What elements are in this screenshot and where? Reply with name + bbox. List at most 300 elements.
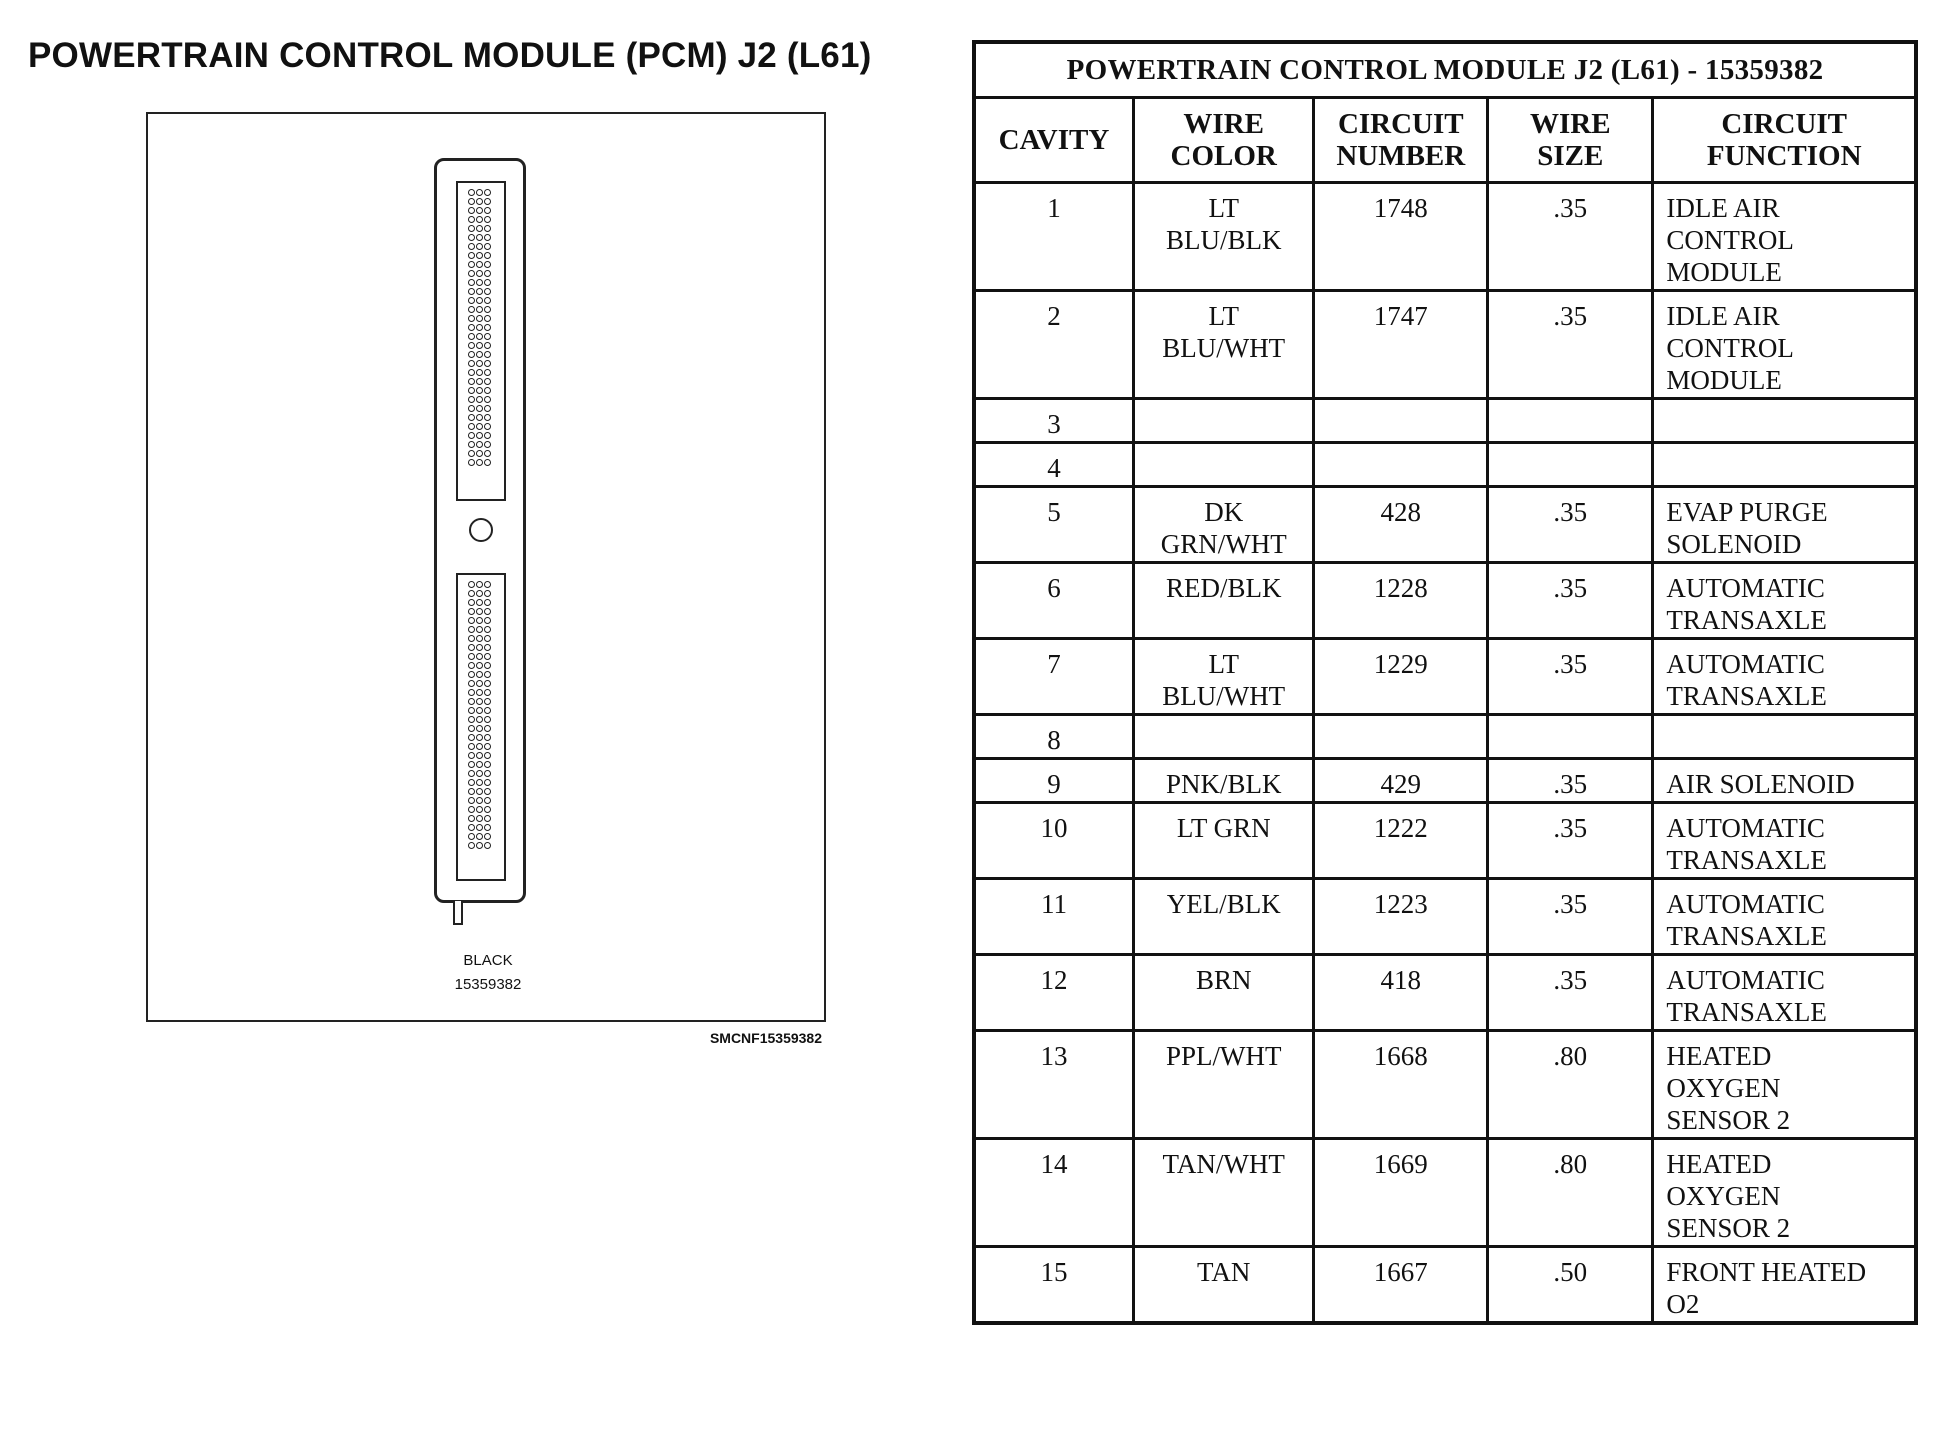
pin-row xyxy=(468,761,504,770)
pin-icon xyxy=(484,459,491,466)
pin-icon xyxy=(484,734,491,741)
pin-icon xyxy=(468,261,475,268)
pin-icon xyxy=(468,396,475,403)
cell-wire-size: .35 xyxy=(1488,759,1653,803)
pin-icon xyxy=(484,414,491,421)
pin-icon xyxy=(484,590,491,597)
cell-circuit-function: AUTOMATIC TRANSAXLE xyxy=(1653,955,1916,1031)
pin-icon xyxy=(484,581,491,588)
pin-icon xyxy=(468,360,475,367)
cell-circuit-function: AUTOMATIC TRANSAXLE xyxy=(1653,563,1916,639)
pin-icon xyxy=(468,351,475,358)
pin-icon xyxy=(476,590,483,597)
cell-wire-color: PPL/WHT xyxy=(1134,1031,1314,1139)
pin-icon xyxy=(484,689,491,696)
pin-row xyxy=(468,306,504,315)
pin-row xyxy=(468,342,504,351)
connector-figure xyxy=(146,112,826,1022)
pin-icon xyxy=(484,626,491,633)
cell-wire-color xyxy=(1134,399,1314,443)
table-row xyxy=(974,399,1916,443)
cell-circuit-function: EVAP PURGE SOLENOID xyxy=(1653,487,1916,563)
pin-icon xyxy=(476,387,483,394)
cell-wire-color: LT GRN xyxy=(1134,803,1314,879)
pin-row xyxy=(468,806,504,815)
pin-icon xyxy=(476,770,483,777)
pin-icon xyxy=(476,662,483,669)
cell-circuit-number: 418 xyxy=(1314,955,1488,1031)
pin-icon xyxy=(468,414,475,421)
pin-row xyxy=(468,378,504,387)
pin-row xyxy=(468,243,504,252)
pin-row xyxy=(468,698,504,707)
cell-circuit-number: 429 xyxy=(1314,759,1488,803)
table-row xyxy=(974,1139,1916,1247)
pin-icon xyxy=(476,716,483,723)
cell-cavity: 2 xyxy=(974,291,1134,399)
pin-icon xyxy=(476,288,483,295)
cell-cavity: 12 xyxy=(974,955,1134,1031)
table-row xyxy=(974,1247,1916,1324)
pin-row xyxy=(468,387,504,396)
pin-icon xyxy=(468,279,475,286)
pin-icon xyxy=(484,788,491,795)
pin-icon xyxy=(484,324,491,331)
pin-icon xyxy=(468,333,475,340)
table-row xyxy=(974,803,1916,879)
table-row xyxy=(974,487,1916,563)
pin-icon xyxy=(468,243,475,250)
lower-pin-block xyxy=(456,573,506,881)
pin-icon xyxy=(484,635,491,642)
pin-icon xyxy=(484,270,491,277)
cell-circuit-number: 428 xyxy=(1314,487,1488,563)
pin-icon xyxy=(476,270,483,277)
header-circuit-function: CIRCUIT FUNCTION xyxy=(1653,98,1916,183)
pin-icon xyxy=(484,333,491,340)
pin-icon xyxy=(476,369,483,376)
cell-cavity: 3 xyxy=(974,399,1134,443)
pin-icon xyxy=(484,288,491,295)
pin-icon xyxy=(484,306,491,313)
figure-code: SMCNF15359382 xyxy=(709,1030,822,1046)
pin-row xyxy=(468,581,504,590)
pin-row xyxy=(468,689,504,698)
pin-icon xyxy=(476,342,483,349)
pin-icon xyxy=(484,671,491,678)
pin-icon xyxy=(468,288,475,295)
cell-circuit-number: 1668 xyxy=(1314,1031,1488,1139)
pin-icon xyxy=(484,599,491,606)
pin-row xyxy=(468,423,504,432)
pin-row xyxy=(468,396,504,405)
pin-row xyxy=(468,842,504,851)
cell-circuit-function xyxy=(1653,399,1916,443)
table-row xyxy=(974,291,1916,399)
pin-icon xyxy=(484,243,491,250)
pin-row xyxy=(468,234,504,243)
table-row xyxy=(974,443,1916,487)
pin-icon xyxy=(476,450,483,457)
pin-icon xyxy=(468,324,475,331)
pin-icon xyxy=(484,261,491,268)
header-cavity: CAVITY xyxy=(974,98,1134,183)
cell-wire-size: .35 xyxy=(1488,955,1653,1031)
connector-key-hole xyxy=(469,518,493,542)
pin-row xyxy=(468,333,504,342)
pin-row xyxy=(468,617,504,626)
pin-icon xyxy=(484,297,491,304)
pin-row xyxy=(468,779,504,788)
pin-icon xyxy=(468,842,475,849)
pin-icon xyxy=(468,225,475,232)
pin-icon xyxy=(484,279,491,286)
pin-icon xyxy=(476,824,483,831)
pin-row xyxy=(468,833,504,842)
cell-cavity: 7 xyxy=(974,639,1134,715)
cell-circuit-number: 1222 xyxy=(1314,803,1488,879)
pin-icon xyxy=(476,351,483,358)
header-wire-color: WIRE COLOR xyxy=(1134,98,1314,183)
cell-cavity: 1 xyxy=(974,183,1134,291)
cell-circuit-function: FRONT HEATED O2 xyxy=(1653,1247,1916,1324)
connector-color-label: BLACK xyxy=(463,952,513,969)
pin-icon xyxy=(484,450,491,457)
cell-circuit-number: 1223 xyxy=(1314,879,1488,955)
pin-icon xyxy=(484,743,491,750)
table-body xyxy=(974,183,1916,1324)
cell-wire-color: LT BLU/BLK xyxy=(1134,183,1314,291)
pin-icon xyxy=(484,396,491,403)
pin-row xyxy=(468,608,504,617)
pin-icon xyxy=(468,198,475,205)
pin-icon xyxy=(468,216,475,223)
pin-icon xyxy=(476,324,483,331)
cell-wire-color xyxy=(1134,715,1314,759)
pin-icon xyxy=(476,815,483,822)
pin-icon xyxy=(468,450,475,457)
page-title: POWERTRAIN CONTROL MODULE (PCM) J2 (L61) xyxy=(28,36,872,75)
pin-row xyxy=(468,770,504,779)
cell-circuit-function: IDLE AIR CONTROL MODULE xyxy=(1653,183,1916,291)
pin-icon xyxy=(476,779,483,786)
pin-icon xyxy=(476,423,483,430)
pin-row xyxy=(468,261,504,270)
pin-row xyxy=(468,360,504,369)
pin-icon xyxy=(484,432,491,439)
pin-icon xyxy=(476,252,483,259)
pin-icon xyxy=(476,315,483,322)
pin-icon xyxy=(468,716,475,723)
pin-icon xyxy=(484,441,491,448)
pin-icon xyxy=(476,617,483,624)
pin-icon xyxy=(484,252,491,259)
pin-row xyxy=(468,653,504,662)
pin-icon xyxy=(468,824,475,831)
pin-row xyxy=(468,324,504,333)
pin-icon xyxy=(484,797,491,804)
pin-row xyxy=(468,815,504,824)
cell-circuit-function: HEATED OXYGEN SENSOR 2 xyxy=(1653,1031,1916,1139)
pin-icon xyxy=(484,198,491,205)
cell-circuit-number: 1228 xyxy=(1314,563,1488,639)
pin-icon xyxy=(476,725,483,732)
pin-icon xyxy=(484,351,491,358)
pin-icon xyxy=(476,225,483,232)
pin-icon xyxy=(484,387,491,394)
cell-cavity: 11 xyxy=(974,879,1134,955)
pin-icon xyxy=(484,725,491,732)
pin-icon xyxy=(468,297,475,304)
pin-row xyxy=(468,198,504,207)
pin-icon xyxy=(484,698,491,705)
pin-icon xyxy=(476,689,483,696)
cell-wire-size: .35 xyxy=(1488,563,1653,639)
cell-cavity: 10 xyxy=(974,803,1134,879)
pin-icon xyxy=(476,432,483,439)
pin-icon xyxy=(476,653,483,660)
pin-icon xyxy=(484,662,491,669)
pin-icon xyxy=(476,806,483,813)
cell-wire-color: RED/BLK xyxy=(1134,563,1314,639)
pin-icon xyxy=(484,405,491,412)
pin-icon xyxy=(468,797,475,804)
table-title: POWERTRAIN CONTROL MODULE J2 (L61) - 15359382 xyxy=(974,42,1916,98)
pin-icon xyxy=(468,680,475,687)
pin-icon xyxy=(484,806,491,813)
pin-row xyxy=(468,270,504,279)
pin-icon xyxy=(468,671,475,678)
pin-icon xyxy=(484,752,491,759)
pin-icon xyxy=(468,378,475,385)
pin-icon xyxy=(476,635,483,642)
pin-row xyxy=(468,450,504,459)
header-circuit-number: CIRCUIT NUMBER xyxy=(1314,98,1488,183)
pin-row xyxy=(468,788,504,797)
pin-row xyxy=(468,671,504,680)
pin-icon xyxy=(476,599,483,606)
cell-wire-color: BRN xyxy=(1134,955,1314,1031)
pin-icon xyxy=(476,833,483,840)
pin-row xyxy=(468,725,504,734)
pin-icon xyxy=(468,207,475,214)
cell-circuit-function: HEATED OXYGEN SENSOR 2 xyxy=(1653,1139,1916,1247)
pin-icon xyxy=(476,306,483,313)
cell-wire-size: .35 xyxy=(1488,879,1653,955)
pin-icon xyxy=(476,360,483,367)
pin-icon xyxy=(484,779,491,786)
cell-cavity: 9 xyxy=(974,759,1134,803)
table-row xyxy=(974,1031,1916,1139)
cell-circuit-number xyxy=(1314,443,1488,487)
pin-icon xyxy=(468,459,475,466)
cell-wire-size: .35 xyxy=(1488,803,1653,879)
pin-icon xyxy=(468,662,475,669)
pin-row xyxy=(468,797,504,806)
cell-wire-size: .80 xyxy=(1488,1031,1653,1139)
cell-wire-size xyxy=(1488,715,1653,759)
pin-row xyxy=(468,680,504,689)
cell-circuit-function xyxy=(1653,443,1916,487)
pin-icon xyxy=(484,315,491,322)
pin-icon xyxy=(468,369,475,376)
pin-icon xyxy=(476,761,483,768)
pin-icon xyxy=(468,734,475,741)
cell-wire-size: .80 xyxy=(1488,1139,1653,1247)
pin-icon xyxy=(476,743,483,750)
pin-icon xyxy=(476,752,483,759)
pin-row xyxy=(468,743,504,752)
pin-icon xyxy=(468,761,475,768)
pin-icon xyxy=(468,441,475,448)
pin-icon xyxy=(476,842,483,849)
pin-icon xyxy=(468,252,475,259)
pin-icon xyxy=(468,599,475,606)
pin-icon xyxy=(476,189,483,196)
cell-wire-size: .35 xyxy=(1488,639,1653,715)
table-row xyxy=(974,563,1916,639)
pin-icon xyxy=(468,387,475,394)
cell-cavity: 4 xyxy=(974,443,1134,487)
table-row xyxy=(974,715,1916,759)
pin-icon xyxy=(484,761,491,768)
pin-icon xyxy=(476,671,483,678)
pin-icon xyxy=(468,581,475,588)
pin-row xyxy=(468,635,504,644)
cell-wire-color xyxy=(1134,443,1314,487)
pin-icon xyxy=(468,689,475,696)
table-row xyxy=(974,639,1916,715)
cell-circuit-function: AIR SOLENOID xyxy=(1653,759,1916,803)
cell-wire-size xyxy=(1488,443,1653,487)
pin-icon xyxy=(476,698,483,705)
cell-cavity: 14 xyxy=(974,1139,1134,1247)
upper-pin-block xyxy=(456,181,506,501)
pin-icon xyxy=(484,653,491,660)
table-row xyxy=(974,879,1916,955)
pin-icon xyxy=(468,743,475,750)
pin-icon xyxy=(468,590,475,597)
pin-icon xyxy=(484,207,491,214)
pin-icon xyxy=(468,698,475,705)
cell-cavity: 6 xyxy=(974,563,1134,639)
pin-row xyxy=(468,297,504,306)
pin-icon xyxy=(484,189,491,196)
table-row xyxy=(974,183,1916,291)
cell-cavity: 13 xyxy=(974,1031,1134,1139)
pin-icon xyxy=(484,234,491,241)
connector-lock-tab xyxy=(453,901,463,925)
cell-wire-color: DK GRN/WHT xyxy=(1134,487,1314,563)
connector-part-number: 15359382 xyxy=(454,976,522,993)
pin-row xyxy=(468,824,504,833)
pin-row xyxy=(468,369,504,378)
pin-icon xyxy=(484,644,491,651)
cell-wire-color: TAN/WHT xyxy=(1134,1139,1314,1247)
pin-row xyxy=(468,288,504,297)
cell-wire-size: .35 xyxy=(1488,291,1653,399)
pin-row xyxy=(468,279,504,288)
cell-circuit-function: AUTOMATIC TRANSAXLE xyxy=(1653,879,1916,955)
pin-icon xyxy=(476,396,483,403)
pin-icon xyxy=(476,261,483,268)
pin-icon xyxy=(468,342,475,349)
pin-icon xyxy=(484,824,491,831)
pin-icon xyxy=(468,423,475,430)
connector-body xyxy=(434,158,526,903)
pin-icon xyxy=(484,716,491,723)
pin-icon xyxy=(484,680,491,687)
pin-icon xyxy=(484,608,491,615)
pin-icon xyxy=(484,369,491,376)
pin-icon xyxy=(468,306,475,313)
pin-icon xyxy=(476,608,483,615)
pin-icon xyxy=(468,815,475,822)
cell-circuit-function: IDLE AIR CONTROL MODULE xyxy=(1653,291,1916,399)
pin-icon xyxy=(468,788,475,795)
pin-row xyxy=(468,189,504,198)
pin-icon xyxy=(468,405,475,412)
pin-icon xyxy=(468,635,475,642)
cell-circuit-function: AUTOMATIC TRANSAXLE xyxy=(1653,639,1916,715)
pin-row xyxy=(468,414,504,423)
pin-icon xyxy=(476,297,483,304)
pin-icon xyxy=(476,414,483,421)
pin-row xyxy=(468,644,504,653)
pin-icon xyxy=(476,216,483,223)
pin-row xyxy=(468,216,504,225)
pin-icon xyxy=(476,680,483,687)
cell-wire-size: .35 xyxy=(1488,487,1653,563)
pin-row xyxy=(468,351,504,360)
pin-icon xyxy=(468,617,475,624)
cell-circuit-number: 1229 xyxy=(1314,639,1488,715)
pin-icon xyxy=(468,432,475,439)
pin-icon xyxy=(484,770,491,777)
pin-icon xyxy=(476,626,483,633)
pin-icon xyxy=(476,707,483,714)
cell-cavity: 15 xyxy=(974,1247,1134,1324)
pin-icon xyxy=(484,360,491,367)
pin-icon xyxy=(476,788,483,795)
cell-wire-size xyxy=(1488,399,1653,443)
pin-icon xyxy=(476,279,483,286)
pin-row xyxy=(468,752,504,761)
table-row xyxy=(974,759,1916,803)
pin-icon xyxy=(468,770,475,777)
pin-icon xyxy=(476,333,483,340)
cell-wire-color: LT BLU/WHT xyxy=(1134,639,1314,715)
pin-icon xyxy=(476,243,483,250)
pin-icon xyxy=(468,189,475,196)
cell-circuit-number: 1667 xyxy=(1314,1247,1488,1324)
pin-icon xyxy=(476,459,483,466)
pin-row xyxy=(468,599,504,608)
cell-cavity: 8 xyxy=(974,715,1134,759)
pin-icon xyxy=(484,617,491,624)
pin-icon xyxy=(468,626,475,633)
pin-icon xyxy=(468,752,475,759)
pin-row xyxy=(468,441,504,450)
pin-icon xyxy=(484,423,491,430)
cell-cavity: 5 xyxy=(974,487,1134,563)
pin-row xyxy=(468,432,504,441)
cell-circuit-function: AUTOMATIC TRANSAXLE xyxy=(1653,803,1916,879)
pin-row xyxy=(468,716,504,725)
pin-icon xyxy=(468,270,475,277)
pin-icon xyxy=(484,842,491,849)
pin-row xyxy=(468,315,504,324)
